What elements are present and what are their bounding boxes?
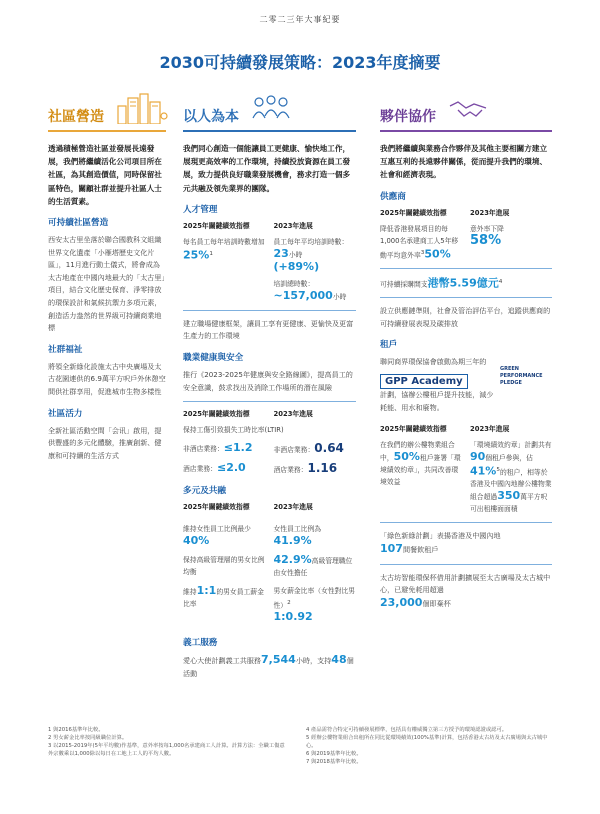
- training-increase-value: (+89%): [273, 259, 320, 273]
- cup-scheme-post: 個即棄杯: [422, 598, 451, 608]
- charter-prog-post: 萬平方呎可出租樓面面積: [470, 493, 548, 514]
- hotel-label: 酒店業務：: [273, 466, 308, 475]
- health-safety-body: 推行《2023-2025年健康與安全路線圖》，提高員工的安全意識，鼓求找出及消除工作場所的潛在風險: [183, 370, 353, 392]
- volunteer-events: 48: [331, 653, 347, 667]
- training-kpi-value: 25%: [183, 248, 210, 262]
- divider: [380, 297, 552, 298]
- ltir-non-hotel-row: [183, 442, 356, 456]
- progress-2023-header: 2023年進展: [273, 221, 313, 230]
- progress-2023-header: 2023年進展: [273, 503, 313, 512]
- charter-kpi-post: 租戶簽署「環境績效約章」，共同改善環境效益: [380, 454, 461, 487]
- hours-unit: 小時: [288, 250, 303, 259]
- female-ratio-row: [183, 523, 356, 548]
- total-training-value: ~157,000: [273, 288, 333, 302]
- community-vibrancy-body: 全新社區活動空間「会讯」啟用，提供豐盛的多元化體驗，推廣創新、健康和可持續的生活方式: [48, 425, 162, 460]
- hotel-label: 酒店業務：: [183, 465, 217, 474]
- sustainable-placemaking-heading: 可持續社區營造: [48, 218, 109, 229]
- charter-pct: 41%: [470, 464, 497, 478]
- accident-kpi-value: 50%: [424, 246, 451, 260]
- charter-area: 350: [497, 489, 521, 503]
- tenant-table: [380, 424, 552, 515]
- charter-kpi-pre: 在我們的辦公樓物業組合中，: [380, 441, 455, 463]
- volunteer-heading: 義工服務: [183, 638, 218, 649]
- pay-kpi-value: 1:1: [196, 584, 217, 598]
- footnote-ref: 4: [498, 278, 503, 285]
- supplier-table: [380, 208, 552, 261]
- community-intro: 透過積極營造社區並發展長遠發展，我們將繼續活化公司項目所在社區，為其創造價值，同時保留社區特色，關顧社群並提升社區人士的生活質素。: [48, 144, 162, 206]
- partners-section-title: 夥伴協作: [380, 109, 436, 125]
- footnote-5: 5 經辦公樓物業組合出租所在同比從環境績效(100%基準)計算，包括香港太古坊及太古廣場與太古城中心。: [306, 735, 548, 749]
- suppliers-heading: 供應商: [380, 191, 406, 202]
- people-column: [183, 92, 356, 681]
- pay-kpi-pre: 維持: [183, 588, 197, 597]
- green-lease-line: [380, 530, 552, 556]
- charter-prog-mid2: 的租户，相等於香港及中國內地辦公樓物業組合超過: [470, 468, 552, 502]
- diversity-heading: 多元及共融: [183, 486, 226, 497]
- footnote-4: 4 產品需符合特定可持續發展標準，包括具有權威獨立第三方授予的環境認證或認可。: [306, 727, 508, 733]
- city-buildings-icon: [116, 92, 168, 124]
- kpi-2025-header: 2025年關鍵績效指標: [380, 208, 447, 217]
- tenants-heading: 租戶: [380, 340, 398, 351]
- female-progress-text: 女性員工比例為: [273, 525, 322, 534]
- senior-mgmt-kpi: 保持高級管理層的男女比例均衡: [183, 556, 265, 577]
- charter-prog-mid: 個租戶參與，佔: [485, 454, 533, 463]
- non-hotel-target: ≤1.2: [223, 441, 253, 455]
- non-hotel-actual: 0.64: [314, 441, 344, 456]
- partners-divider: [380, 130, 552, 132]
- pay-progress-value: 1:0.92: [273, 610, 313, 624]
- accident-progress-text: 意外率下降: [470, 224, 504, 233]
- footnote-ref: 5: [496, 467, 500, 474]
- charter-prog-pre: 「環境績效約章」計劃共有: [470, 441, 552, 450]
- gpp-block: [380, 356, 552, 414]
- people-divider: [183, 130, 356, 132]
- charter-kpi-value: 50%: [393, 450, 420, 464]
- gpp-academy-label: GPP Academy: [380, 374, 468, 389]
- pay-kpi-post: 的男女員工薪金比率: [183, 588, 264, 609]
- divider: [380, 522, 552, 523]
- female-kpi-value: 40%: [183, 534, 210, 548]
- volunteer-post: 個活動: [183, 656, 354, 679]
- senior-mgmt-row: [183, 554, 356, 579]
- non-hotel-label: 非酒店業務：: [273, 446, 315, 455]
- volunteer-hours: 7,544: [261, 653, 296, 667]
- divider: [380, 268, 552, 269]
- hotel-target: ≤2.0: [216, 461, 246, 475]
- senior-mgmt-value: 42.9%: [273, 553, 312, 567]
- footnote-2: 2 男女薪金比率按同級職位計算。: [48, 735, 128, 741]
- tenant-body-post: 計劃，協辦公樓租戶提升技能，減少耗能、用水和廢物。: [380, 389, 494, 412]
- training-progress-text: 員工每年平均培訓時數：: [273, 237, 349, 246]
- divider: [183, 310, 356, 311]
- community-column: [48, 92, 166, 462]
- procurement-value: 港幣5.59億元: [427, 276, 499, 290]
- gpp-logo: GREEN PERFORMANCE PLEDGE: [500, 366, 543, 387]
- talent-table: [183, 221, 356, 303]
- total-hours-unit: 小時: [332, 292, 347, 301]
- kpi-2025-header: 2025年關鍵績效指標: [380, 425, 447, 434]
- footnotes-left: [48, 726, 288, 758]
- progress-2023-header: 2023年進展: [273, 410, 313, 419]
- green-lease-post: 間餐飲租戶: [402, 544, 439, 554]
- footnotes-right: [306, 726, 552, 766]
- divider: [380, 564, 552, 565]
- kpi-2025-header: 2025年關鍵績效指標: [183, 410, 250, 419]
- footnote-ref: 3: [420, 249, 425, 256]
- volunteer-pre: 愛心大使計劃義工共服務: [183, 656, 262, 666]
- supplier-body: 設立供應鏈準則，社會及管治評估平台，追蹤供應商的可持續發展表現及碳排放: [380, 306, 551, 328]
- procurement-text: 可持續採購開支: [380, 280, 428, 289]
- community-section-title: 社區營造: [48, 109, 104, 125]
- community-wellbeing-heading: 社群福祉: [48, 344, 83, 355]
- cup-scheme-line: [380, 572, 552, 611]
- charter-tenants: 90: [470, 450, 486, 464]
- ltir-kpi-text: 保持工傷引致損失工時比率(LTIR): [183, 426, 284, 435]
- handshake-icon: [448, 92, 488, 124]
- female-kpi-text: 維持女性員工比例最少: [183, 525, 251, 534]
- progress-2023-header: 2023年進展: [470, 425, 510, 434]
- people-section-title: 以人為本: [183, 109, 239, 125]
- community-divider: [48, 130, 166, 132]
- page-title: 2030可持續發展策略：2023年度摘要: [159, 53, 441, 72]
- tenant-body-pre: 聯同商界環保協會啟動為期三年的: [380, 357, 487, 367]
- green-lease-pre: 「綠色新綠計劃」表揚香港及中國內地: [380, 531, 501, 541]
- people-group-icon: [251, 92, 291, 124]
- wellbeing-framework-text: 建立職場健康框架，讓員工享有更健康、更愉快及更富生產力的工作環境: [183, 318, 354, 341]
- green-lease-value: 107: [380, 541, 403, 555]
- procurement-line: [380, 276, 552, 290]
- senior-mgmt-text: 高級管理職位由女性擔任: [273, 557, 353, 578]
- total-training-text: 培訓總時數：: [273, 279, 315, 288]
- accident-progress-value: 58%: [470, 232, 502, 248]
- divider: [183, 401, 356, 402]
- progress-2023-header: 2023年進展: [470, 208, 510, 217]
- total-training-hours: [274, 278, 357, 303]
- kpi-2025-header: 2025年關鍵績效指標: [183, 221, 250, 230]
- partners-intro: 我們將繼續與業務合作夥伴及其他主要相關方建立互惠互利的長遠夥伴關係，從而提升我們的環境、社會和經濟表現。: [380, 144, 548, 180]
- training-kpi-text: 每名員工每年培訓時數增加: [183, 237, 265, 246]
- female-progress-value: 41.9%: [273, 534, 312, 548]
- training-hours-value: 23: [273, 246, 289, 260]
- footnote-7: 7 與2018基準年比較。: [306, 759, 362, 765]
- ltir-hotel-row: [183, 462, 356, 476]
- footnote-6: 6 與2019基準年比較。: [306, 751, 362, 757]
- community-vibrancy-heading: 社區活力: [48, 408, 83, 419]
- footnote-ref: 2: [287, 600, 291, 607]
- community-wellbeing-body: 將領全新綠化設施太古中央廣場及太古花園連供的6.9萬平方呎戶外休憩空間供社群享用，促進城市生物多樣性: [48, 361, 166, 396]
- kpi-2025-header: 2025年關鍵績效指標: [183, 503, 250, 512]
- people-intro: 我們同心創造一個能讓員工更健康、愉快地工作，展現更高效率的工作環境，持續投放資源在員工發展，致力提供良好職業發展機會，務求打造一個多元共融及領先業界的團隊。: [183, 144, 351, 193]
- pay-progress-text: 男女薪金比率（女性對比男性）: [273, 587, 356, 610]
- pay-ratio-row: [183, 585, 356, 624]
- partners-column: [380, 92, 552, 610]
- non-hotel-label: 非酒店業務：: [183, 445, 224, 454]
- talent-management-heading: 人才管理: [183, 204, 218, 215]
- volunteer-body: [183, 654, 356, 680]
- accident-kpi-text: 降低香港發展項目的每1,000名承建商工人5年移動平均意外率: [380, 224, 459, 259]
- health-safety-heading: 職業健康與安全: [183, 353, 244, 363]
- training-kpi: [183, 236, 266, 262]
- sustainable-placemaking-body: 西安太古里坐落於聯合國教科文組織世界文化遺產「小雁塔歷史文化片區」，11月進行動土儀式，將會成為太古地產在中國內地最大的「太古里」項目，結合文化歷史保育、淨零排放的環保設計和氣候抗禦力多項元素，創造活力盎然的世界級可持續商業地標: [48, 235, 166, 333]
- hotel-actual: 1.16: [307, 461, 338, 476]
- cup-scheme-value: 23,000: [380, 595, 423, 609]
- training-progress: [274, 236, 357, 274]
- diversity-table-header: [183, 502, 356, 517]
- ltir-table: [183, 409, 356, 424]
- footnote-3: 3 以2015-2019年(5年平均數)作基準，意外率按每1,000名承建商工人計算。計算方法：全職工傷意外宗數乘以1,000除以每日在工地上工人的平均人數。: [48, 743, 285, 757]
- footnote-ref: 1: [209, 250, 213, 257]
- volunteer-mid: 小時，支持: [295, 656, 332, 666]
- footnote-1: 1 與2016基準年比較。: [48, 727, 104, 733]
- page-header: 二零二三年大事紀要: [259, 15, 341, 24]
- cup-scheme-pre: 太古坊智能環保杯借用計劃擴展至太古廣場及太古城中心，已避免耗用超過: [380, 572, 551, 595]
